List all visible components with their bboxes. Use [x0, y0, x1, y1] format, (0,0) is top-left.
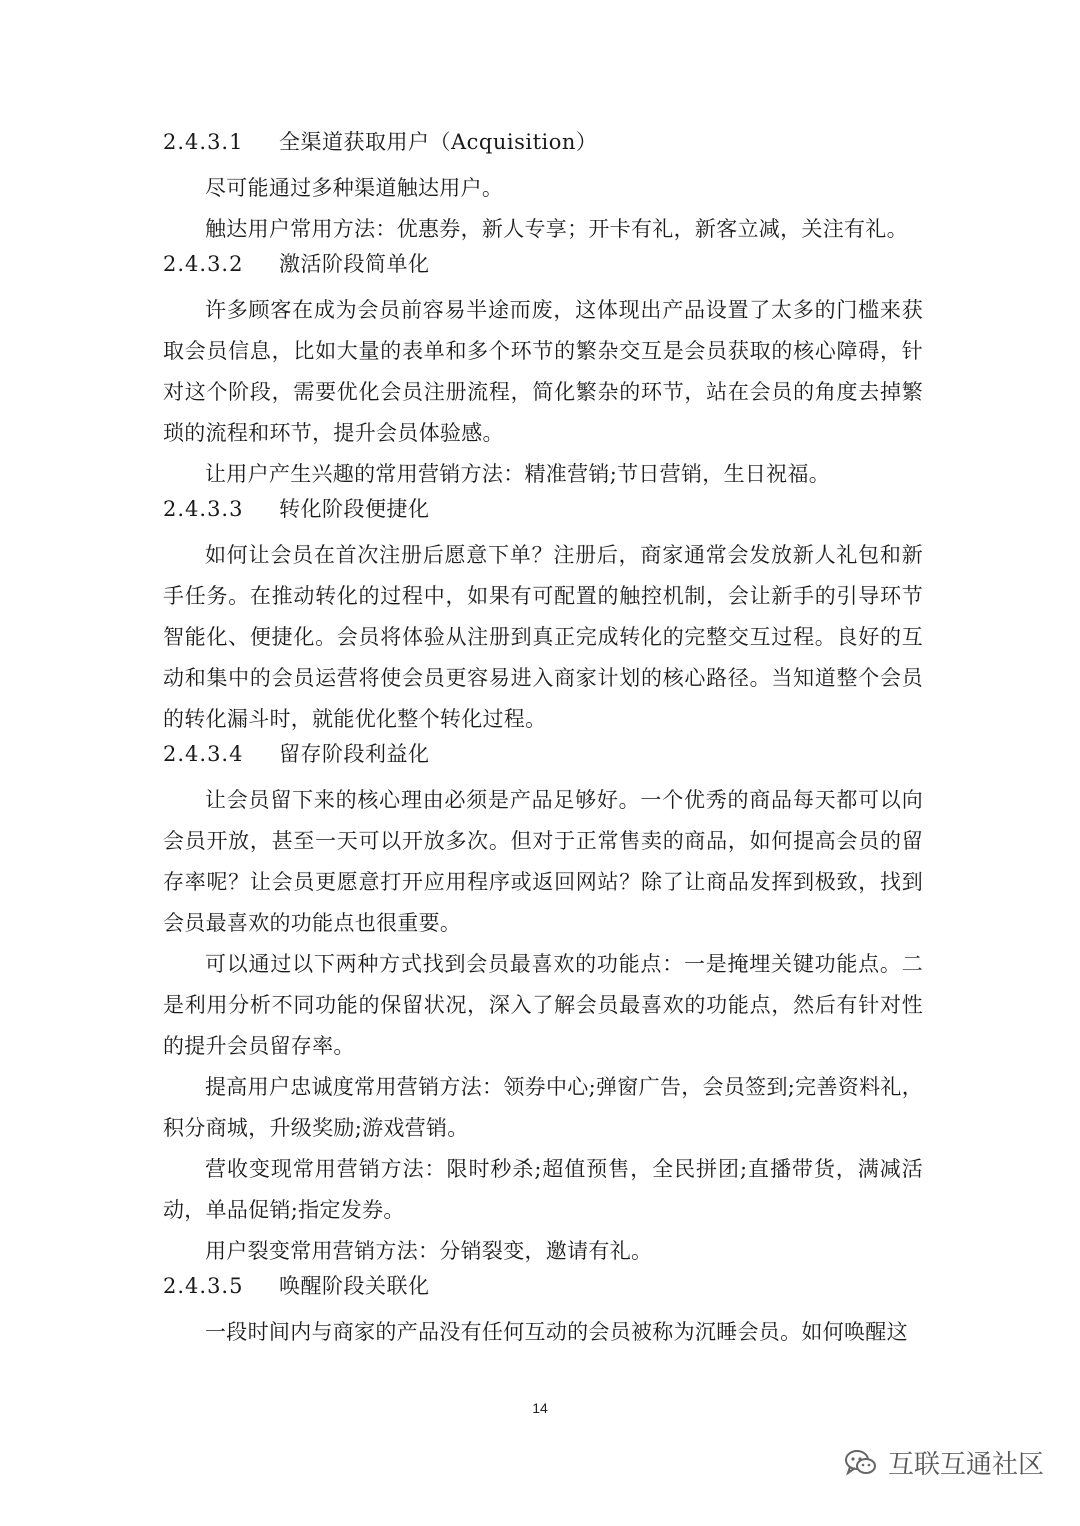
section-heading: [163, 1272, 923, 1312]
paragraph: 用户裂变常用营销方法：分销裂变，邀请有礼。: [205, 1239, 653, 1263]
paragraph: 提高用户忠诚度常用营销方法：领券中心;弹窗广告，会员签到;完善资料礼，积分商城，升级奖励;游戏营销。: [163, 1075, 923, 1140]
paragraph: 营收变现常用营销方法：限时秒杀;超值预售，全民拼团;直播带货，满减活动，单品促销;指定发券。: [163, 1157, 923, 1222]
section-title: 转化阶段便捷化: [279, 497, 430, 521]
paragraph: 让用户产生兴趣的常用营销方法：精准营销;节日营销，生日祝福。: [205, 462, 831, 486]
paragraph: 一段时间内与商家的产品没有任何互动的会员被称为沉睡会员。如何唤醒这: [205, 1320, 908, 1344]
watermark-text: 互联互通社区: [887, 1450, 1044, 1480]
paragraph: 许多顾客在成为会员前容易半途而废，这体现出产品设置了太多的门槛来获取会员信息，比如大量的表单和多个环节的繁杂交互是会员获取的核心障碍，针对这个阶段，需要优化会员注册流程，简化繁杂的环节，站在会员的角度去掉繁琐的流程和环节，提升会员体验感。: [163, 298, 923, 445]
wechat-icon: [844, 1448, 878, 1478]
section-title: 激活阶段简单化: [279, 252, 430, 276]
paragraph: 如何让会员在首次注册后愿意下单？注册后，商家通常会发放新人礼包和新手任务。在推动转化的过程中，如果有可配置的触控机制，会让新手的引导环节智能化、便捷化。会员将体验从注册到真正完成转化的完整交互过程。良好的互动和集中的会员运营将使会员更容易进入商家计划的核心路径。当知道整个会员的转化漏斗时，就能优化整个转化过程。: [163, 543, 923, 731]
paragraph: 尽可能通过多种渠道触达用户。: [205, 176, 504, 200]
section-number: 2.4.3.4: [163, 742, 244, 766]
paragraph: 可以通过以下两种方式找到会员最喜欢的功能点：一是掩埋关键功能点。二是利用分析不同功能的保留状况，深入了解会员最喜欢的功能点，然后有针对性的提升会员留存率。: [163, 952, 923, 1058]
watermark: [844, 1444, 1044, 1481]
document-body: [163, 128, 923, 1353]
page-number: 14: [532, 1400, 548, 1416]
section-title: 全渠道获取用户（Acquisition）: [279, 130, 598, 154]
section-number: 2.4.3.3: [163, 497, 244, 521]
section-title: 唤醒阶段关联化: [279, 1274, 430, 1298]
section-number: 2.4.3.5: [163, 1274, 244, 1298]
paragraph: 让会员留下来的核心理由必须是产品足够好。一个优秀的商品每天都可以向会员开放，甚至一天可以开放多次。但对于正常售卖的商品，如何提高会员的留存率呢？让会员更愿意打开应用程序或返回网站？除了让商品发挥到极致，找到会员最喜欢的功能点也很重要。: [163, 788, 923, 935]
section-heading: [163, 128, 923, 168]
section-heading: [163, 495, 923, 535]
paragraph: 触达用户常用方法：优惠券，新人专享；开卡有礼，新客立减，关注有礼。: [205, 217, 908, 241]
section-heading: [163, 250, 923, 290]
section-number: 2.4.3.2: [163, 252, 244, 276]
section-number: 2.4.3.1: [163, 130, 244, 154]
section-heading: [163, 740, 923, 780]
section-title: 留存阶段利益化: [279, 742, 430, 766]
